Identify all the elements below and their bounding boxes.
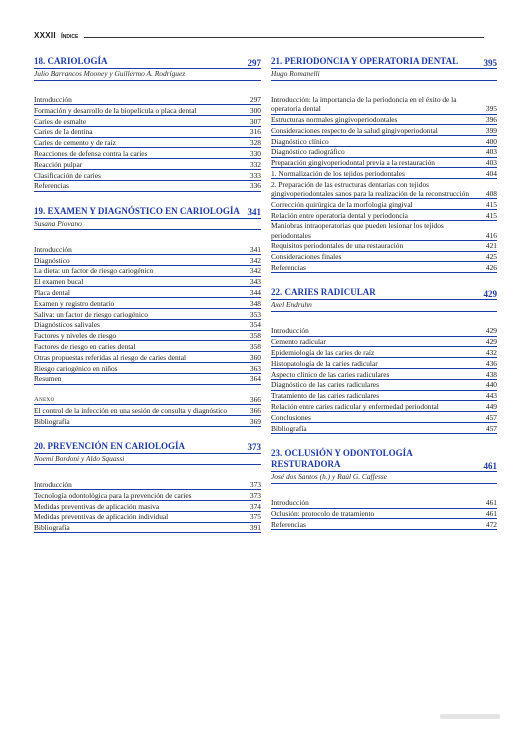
toc-entry[interactable]: [271, 115, 497, 126]
entry-page: 343: [249, 277, 261, 287]
toc-entry[interactable]: [34, 298, 261, 309]
entry-page: 353: [249, 309, 261, 319]
entry-page: 354: [249, 320, 261, 330]
entry-page: 416: [485, 230, 497, 240]
entry-page: 358: [249, 331, 261, 341]
entry-page: 348: [249, 298, 261, 308]
chapter-authors: Julio Barrancos Mooney y Guillermo A. Rodríguez: [34, 69, 261, 81]
entry-page: 374: [249, 501, 261, 511]
toc-entry[interactable]: [34, 490, 261, 501]
toc-entry[interactable]: [34, 352, 261, 363]
entry-title: Epidemiología de las caries de raíz: [271, 347, 375, 357]
entry-title: Caries de la dentina: [34, 127, 93, 137]
toc-entry[interactable]: [34, 523, 261, 534]
entry-title: Tratamiento de las caries radiculares: [271, 391, 380, 401]
entry-page: 333: [249, 170, 261, 180]
entry-page: 395: [485, 104, 497, 114]
entry-title: Referencias: [34, 181, 69, 191]
entry-page: 328: [249, 138, 261, 148]
section-name: Índice: [60, 33, 79, 40]
entry-title: Relación entre caries radicular y enfermedad periodontal: [271, 401, 439, 411]
entry-title: Diagnóstico de las caries radiculares: [271, 380, 379, 390]
entry-title: Introducción: [271, 498, 309, 508]
toc-entry[interactable]: [271, 519, 497, 530]
entry-title: Factores y niveles de riesgo: [34, 331, 117, 341]
entry-title: Cemento radicular: [271, 337, 326, 347]
entry-title: Bibliografía: [271, 423, 307, 433]
entry-page: 443: [485, 391, 497, 401]
toc-entry[interactable]: [271, 423, 497, 434]
toc-entry[interactable]: [34, 170, 261, 181]
chapter-title-row[interactable]: [34, 441, 261, 454]
entry-page: 391: [249, 523, 261, 533]
entry-page: 408: [485, 189, 497, 199]
toc-entry[interactable]: [34, 287, 261, 298]
entry-page: 332: [249, 159, 261, 169]
entry-title: Introducción: la importancia de la periodoncia en el éxito de la operatoria dental: [271, 95, 457, 114]
page-number: XXXII: [34, 31, 56, 40]
chapter-authors: Susana Piovano: [34, 219, 261, 231]
entry-title: Diagnósticos salivales: [34, 320, 100, 330]
chapter-title: 19. EXAMEN Y DIAGNÓSTICO EN CARIOLOGÍA: [34, 205, 240, 216]
entry-page: 297: [249, 95, 261, 105]
chapter-title: 21. PERIODONCIA Y OPERATORIA DENTAL: [271, 56, 459, 66]
chapter-title-row[interactable]: [271, 56, 497, 69]
entry-page: 363: [249, 363, 261, 373]
toc-entry[interactable]: [34, 341, 261, 352]
toc-entry[interactable]: [271, 199, 497, 210]
toc-entry[interactable]: [271, 380, 497, 391]
toc-entry[interactable]: [271, 358, 497, 369]
entry-page: 457: [485, 412, 497, 422]
toc-entry[interactable]: [34, 277, 261, 288]
toc-entry[interactable]: [271, 95, 497, 115]
toc-entry[interactable]: [271, 337, 497, 348]
entry-page: 457: [485, 423, 497, 433]
toc-entry[interactable]: [34, 501, 261, 512]
chapter-authors: Axel Endruhn: [271, 300, 497, 312]
entry-title: Caries de esmalte: [34, 116, 87, 126]
toc-entry[interactable]: [34, 95, 261, 106]
toc-entry[interactable]: [34, 405, 261, 416]
chapter-page: 461: [483, 460, 497, 471]
entry-title: El control de la infección en una sesión de consulta y diagnóstico: [34, 405, 228, 415]
entry-title: Bibliografía: [34, 416, 70, 426]
entry-page: 415: [485, 210, 497, 220]
toc-entry[interactable]: [271, 136, 497, 147]
toc-entry[interactable]: [271, 369, 497, 380]
toc-entry[interactable]: [271, 158, 497, 169]
entry-title: Preparación gingivoperiodontal previa a la restauración: [271, 158, 435, 168]
chapter-page: 297: [247, 57, 261, 68]
entry-page: 307: [249, 116, 261, 126]
entry-page: 429: [485, 326, 497, 336]
toc-entry[interactable]: [34, 116, 261, 127]
toc-entry[interactable]: [34, 105, 261, 116]
entry-page: 403: [485, 158, 497, 168]
entry-page: 336: [249, 181, 261, 191]
entry-page: 461: [485, 498, 497, 508]
entry-page: 342: [249, 266, 261, 276]
entry-title: Reacción pulpar: [34, 159, 83, 169]
chapter-block: [34, 441, 261, 533]
entry-title: Corrección quirúrgica de la morfología gingival: [271, 199, 413, 209]
entry-title: Introducción: [34, 244, 72, 254]
chapter-title-row[interactable]: [271, 448, 497, 473]
entry-page: 366: [249, 405, 261, 415]
entry-title: Clasificación de caries: [34, 170, 101, 180]
toc-entry[interactable]: [271, 412, 497, 423]
entry-page: 342: [249, 255, 261, 265]
entry-page: 300: [249, 105, 261, 115]
toc-entry[interactable]: [271, 210, 497, 221]
entry-title: Medidas preventivas de aplicación individual: [34, 512, 169, 522]
entry-page: 461: [485, 509, 497, 519]
entry-page: 375: [249, 512, 261, 522]
entry-title: Formación y desarrollo de la biopelícula o placa dental: [34, 105, 197, 115]
entry-title: Medidas preventivas de aplicación masiva: [34, 501, 160, 511]
toc-entry[interactable]: [271, 262, 497, 273]
entry-title: 1. Normalización de los tejidos periodontales: [271, 169, 405, 179]
entry-page: 373: [249, 480, 261, 490]
toc-entry[interactable]: [34, 244, 261, 255]
entry-page: 330: [249, 149, 261, 159]
toc-entry[interactable]: [271, 509, 497, 520]
entry-title: Consideraciones finales: [271, 252, 342, 262]
toc-entry[interactable]: [34, 416, 261, 427]
entry-title: Referencias: [271, 519, 306, 529]
right-column: [271, 56, 497, 544]
entry-page: 415: [485, 199, 497, 209]
annex-page: 366: [249, 395, 261, 405]
toc-entry[interactable]: [34, 266, 261, 277]
entry-page: 449: [485, 401, 497, 411]
entry-title: Bibliografía: [34, 523, 70, 533]
header-rule: [84, 37, 484, 38]
entry-page: 316: [249, 127, 261, 137]
entry-page: 344: [249, 287, 261, 297]
entry-page: 472: [485, 519, 497, 529]
toc-entry[interactable]: [34, 138, 261, 149]
chapter-block: [271, 287, 497, 433]
entry-title: Factores de riesgo en caries dental: [34, 341, 136, 351]
entry-title: Histopatología de la caries radicular: [271, 358, 378, 368]
entry-title: Diagnóstico clínico: [271, 136, 329, 146]
toc-entry[interactable]: [271, 168, 497, 179]
entry-title: Consideraciones respecto de la salud gingivoperiodontal: [271, 125, 438, 135]
entry-title: Relación entre operatoria dental y periodoncia: [271, 210, 408, 220]
chapter-title: 23. OCLUSIÓN Y ODONTOLOGÍA RESTURADORA: [271, 447, 413, 470]
chapter-page: 395: [483, 57, 497, 68]
entry-page: 429: [485, 337, 497, 347]
entry-page: 425: [485, 252, 497, 262]
chapter-title: 20. PREVENCIÓN EN CARIOLOGÍA: [34, 440, 186, 451]
chapter-title: 18. CARIOLOGÍA: [34, 56, 108, 66]
chapter-page: 341: [247, 207, 261, 218]
annex-label: Anexo: [34, 396, 55, 404]
entry-title: Maniobras intraoperatorias que pueden lesionar los tejidos periodontales: [271, 221, 444, 240]
toc-entry[interactable]: [271, 147, 497, 158]
toc-entry[interactable]: [271, 125, 497, 136]
toc-entry[interactable]: [34, 255, 261, 266]
toc-entry[interactable]: [271, 391, 497, 402]
entry-title: Requisitos periodontales de una restauración: [271, 241, 404, 251]
toc-entry[interactable]: [34, 159, 261, 170]
entry-title: Diagnóstico: [34, 255, 70, 265]
left-column: [34, 56, 261, 547]
chapter-block: [271, 448, 497, 530]
chapter-authors: Hugo Romanelli: [271, 69, 497, 81]
toc-entry[interactable]: [271, 401, 497, 412]
entry-page: 369: [249, 416, 261, 426]
entry-page: 426: [485, 263, 497, 273]
entry-title: Otras propuestas referidas al riesgo de caries dental: [34, 352, 187, 362]
chapter-block: [34, 206, 261, 427]
entry-title: Introducción: [34, 480, 72, 490]
chapter-title: 22. CARIES RADICULAR: [271, 287, 376, 298]
page-header: [34, 28, 484, 40]
toc-entry[interactable]: [34, 181, 261, 192]
entry-title: Riesgo cariogénico en niños: [34, 363, 118, 373]
entry-title: La dieta: un factor de riesgo cariogénico: [34, 266, 154, 276]
toc-entry[interactable]: [34, 320, 261, 331]
chapter-block: [271, 56, 497, 273]
entry-title: Reacciones de defensa contra la caries: [34, 149, 148, 159]
toc-entry[interactable]: [34, 374, 261, 385]
entry-title: Tecnología odontológica para la prevención de caries: [34, 490, 192, 500]
chapter-title-row[interactable]: [34, 56, 261, 69]
entry-title: Oclusión: protocolo de tratamiento: [271, 509, 375, 519]
entry-title: Placa dental: [34, 287, 70, 297]
toc-entry[interactable]: [34, 127, 261, 138]
entry-title: Referencias: [271, 263, 306, 273]
toc-entry[interactable]: [34, 363, 261, 374]
entry-page: 396: [485, 115, 497, 125]
entry-page: 399: [485, 125, 497, 135]
entry-page: 341: [249, 244, 261, 254]
entry-page: 364: [249, 374, 261, 384]
entry-title: Diagnóstico radiográfico: [271, 147, 345, 157]
entry-title: Estructuras normales gingivoperiodontales: [271, 115, 398, 125]
chapter-page: 429: [483, 288, 497, 299]
toc-entry[interactable]: [34, 479, 261, 490]
footer-smudge: [440, 714, 500, 719]
entry-title: Examen y registro dentario: [34, 298, 115, 308]
toc-entry[interactable]: [34, 309, 261, 320]
entry-page: 404: [485, 169, 497, 179]
entry-title: Conclusiones: [271, 412, 311, 422]
toc-entry[interactable]: [271, 252, 497, 263]
entry-page: 432: [485, 347, 497, 357]
entry-page: 400: [485, 136, 497, 146]
entry-page: 436: [485, 358, 497, 368]
entry-page: 440: [485, 380, 497, 390]
entry-title: El examen bucal: [34, 277, 84, 287]
chapter-title-row[interactable]: [271, 287, 497, 300]
entry-title: Introducción: [271, 326, 309, 336]
entry-title: 2. Preparación de las estructuras dentarias con tejidos gingivoperiodontales sanos para la realización de la reconstrucción: [271, 179, 470, 199]
toc-entry[interactable]: [271, 326, 497, 337]
toc-entry[interactable]: [271, 221, 497, 241]
chapter-title-row[interactable]: [34, 206, 261, 219]
chapter-authors: José dos Santos (h.) y Raúl G. Caffesse: [271, 472, 497, 484]
annex-row[interactable]: [34, 395, 261, 406]
entry-title: Caries de cemento y de raíz: [34, 138, 116, 148]
chapter-block: [34, 56, 261, 192]
toc-entry[interactable]: [271, 241, 497, 252]
toc-entry[interactable]: [34, 512, 261, 523]
entry-page: 403: [485, 147, 497, 157]
spacer: [34, 385, 261, 395]
toc-entry[interactable]: [34, 331, 261, 342]
chapter-authors: Noemí Bordoni y Aldo Squassi: [34, 454, 261, 466]
entry-page: 373: [249, 490, 261, 500]
entry-page: 438: [485, 369, 497, 379]
entry-title: Introducción: [34, 95, 72, 105]
entry-title: Resumen: [34, 374, 62, 384]
toc-entry[interactable]: [34, 148, 261, 159]
entry-title: Saliva: un factor de riesgo cariogénico: [34, 309, 148, 319]
chapter-page: 373: [247, 442, 261, 453]
entry-page: 421: [485, 241, 497, 251]
toc-entry[interactable]: [271, 498, 497, 509]
entry-page: 358: [249, 341, 261, 351]
toc-entry[interactable]: [271, 179, 497, 199]
toc-entry[interactable]: [271, 347, 497, 358]
entry-title: Aspecto clínico de las caries radiculares: [271, 369, 390, 379]
entry-page: 360: [249, 352, 261, 362]
